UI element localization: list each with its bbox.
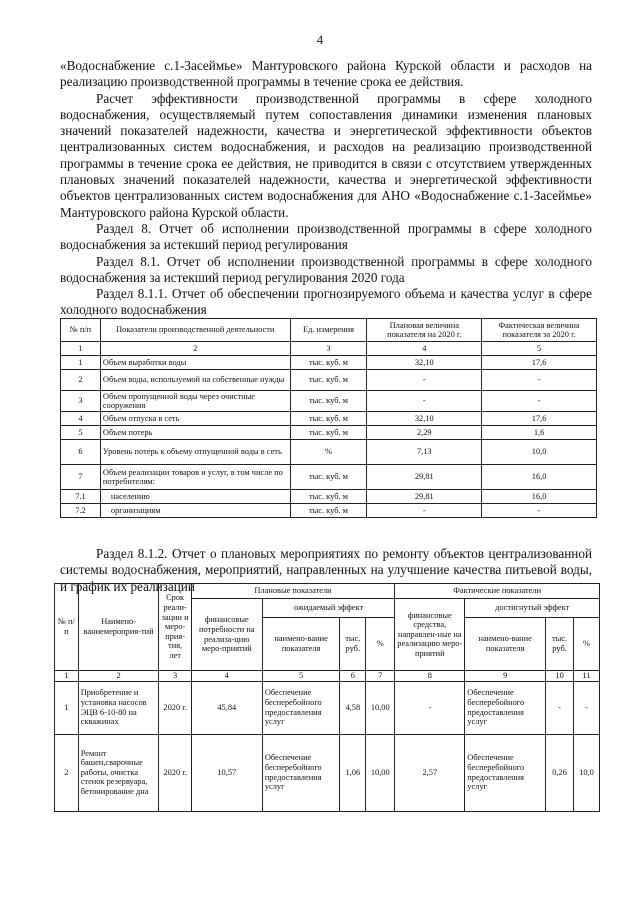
header-number: 3 [159, 671, 191, 682]
cell: тыс. куб. м [290, 465, 367, 490]
header-cell: Ед. измерения [290, 319, 367, 342]
header-cell: Срок реали-зации и меро-прия-тия, лет [159, 584, 191, 671]
cell: тыс. куб. м [290, 370, 367, 391]
header-cell: финансовые потребности на реализа-цию меро-приятий [191, 599, 262, 671]
cell: 10,00 [366, 681, 395, 734]
cell: 2020 г. [159, 681, 191, 734]
section-heading: Раздел 8.1.1. Отчет об обеспечении прогнозируемого объема и качества услуг в сфере холодного водоснабжения [60, 286, 592, 318]
header-number: 3 [290, 342, 367, 356]
header-cell: тыс. руб. [546, 618, 574, 671]
cell: Объем пропущенной воды через очистные сооружения [100, 391, 290, 412]
cell: - [395, 681, 465, 734]
cell: % [290, 440, 367, 465]
header-cell: % [366, 618, 395, 671]
cell: 1,06 [340, 734, 366, 811]
table-numbering-row [61, 342, 597, 356]
table-row [61, 426, 597, 440]
cell: - [367, 391, 482, 412]
header-number: 8 [395, 671, 465, 682]
header-cell: достигнутый эффект [465, 599, 600, 618]
cell: 2 [55, 734, 79, 811]
cell: 10,0 [482, 440, 597, 465]
cell: 16,0 [482, 465, 597, 490]
cell: 0,26 [546, 734, 574, 811]
cell: тыс. куб. м [290, 426, 367, 440]
cell: 6 [61, 440, 101, 465]
cell: Объем отпуска в сеть [100, 412, 290, 426]
cell: 4 [61, 412, 101, 426]
cell: 29,81 [367, 465, 482, 490]
section-heading-text: Раздел 8.1.2. Отчет о плановых мероприятиях по ремонту объектов централизованной системы водоснабжения, мероприятий, направленных на улучшение качества питьевой воды, и график их реализации [60, 546, 592, 594]
header-number: 9 [465, 671, 546, 682]
cell: 3 [61, 391, 101, 412]
section-heading: Раздел 8.1. Отчет об исполнении производственной программы в сфере холодного водоснабжения за истекший период регулирования 2020 года [60, 253, 592, 285]
cell: 1 [61, 356, 101, 370]
header-number: 2 [78, 671, 159, 682]
cell: тыс. куб. м [290, 356, 367, 370]
cell: 7,13 [367, 440, 482, 465]
header-cell: наимено-вание показателя [465, 618, 546, 671]
header-number: 4 [191, 671, 262, 682]
cell: 16,0 [482, 490, 597, 504]
header-cell: ожидаемый эффект [262, 599, 394, 618]
volume-quality-table [60, 318, 597, 518]
paragraph: Расчет эффективности производственной программы в сфере холодного водоснабжения, осуществляемый путем сопоставления динамики изменения плановых значений показателей надежности, качества и энергетической эффективности объектов централизованных систем водоснабжения, и расходов на реализацию производственной программы в течение срока ее действия, не приводится в связи с отсутствием утвержденных плановых значений показателей надежности, качества и энергетической эффективности объектов централизованных систем водоснабжения для АНО «Водоснабжение с.1-Засеймье» Мантуровского района Курской области. [60, 90, 592, 220]
cell: Обеспечение бесперебойного предоставления услуг [465, 681, 546, 734]
cell: 2020 г. [159, 734, 191, 811]
table-header-row [55, 584, 600, 599]
cell: 32,10 [367, 412, 482, 426]
cell: - [546, 681, 574, 734]
cell: - [574, 681, 600, 734]
cell: 2,57 [395, 734, 465, 811]
cell: 2,29 [367, 426, 482, 440]
cell: тыс. куб. м [290, 391, 367, 412]
header-number: 2 [100, 342, 290, 356]
header-number: 6 [340, 671, 366, 682]
header-cell: Показатели производственной деятельности [100, 319, 290, 342]
table-row [61, 356, 597, 370]
cell: 1,6 [482, 426, 597, 440]
cell: Обеспечение бесперебойного предоставления услуг [262, 734, 340, 811]
header-number: 5 [262, 671, 340, 682]
header-cell: Фактические показатели [395, 584, 600, 599]
cell: 32,10 [367, 356, 482, 370]
cell: населению [100, 490, 290, 504]
table-row [61, 440, 597, 465]
cell: 7 [61, 465, 101, 490]
cell: - [482, 370, 597, 391]
cell: - [482, 504, 597, 518]
header-cell: Фактическая величина показателя за 2020 г. [482, 319, 597, 342]
header-number: 11 [574, 671, 600, 682]
body-text [60, 58, 592, 319]
table-header-row [61, 319, 597, 342]
cell: Объем выработки воды [100, 356, 290, 370]
cell: 17,6 [482, 412, 597, 426]
cell: 10,57 [191, 734, 262, 811]
header-cell: Наимено-ваниемероприя-тий [78, 584, 159, 671]
header-cell: тыс. руб. [340, 618, 366, 671]
cell: 1 [55, 681, 79, 734]
cell: Объем потерь [100, 426, 290, 440]
table-row [61, 504, 597, 518]
table-row [61, 412, 597, 426]
header-cell: наимено-вание показателя [262, 618, 340, 671]
table-row [55, 681, 600, 734]
header-number: 5 [482, 342, 597, 356]
table-row [61, 391, 597, 412]
header-cell: № п/п [55, 584, 79, 671]
cell: 7.2 [61, 504, 101, 518]
section-heading: Раздел 8. Отчет об исполнении производственной программы в сфере холодного водоснабжения за истекший период регулирования [60, 220, 592, 253]
cell: 7.1 [61, 490, 101, 504]
cell: тыс. куб. м [290, 412, 367, 426]
cell: Приобретение и установка насосов ЭЦВ 6-10-80 на скважинах [78, 681, 159, 734]
cell: 45,84 [191, 681, 262, 734]
measures-table [54, 583, 600, 812]
paragraph: «Водоснабжение с.1-Засеймье» Мантуровского района Курской области и расходов на реализацию производственной программы в течение срока ее действия. [60, 58, 592, 90]
cell: Уровень потерь к объему отпущенной воды в сеть [100, 440, 290, 465]
cell: - [482, 391, 597, 412]
cell: 5 [61, 426, 101, 440]
header-number: 7 [366, 671, 395, 682]
cell: Объем воды, используемой на собственные нужды [100, 370, 290, 391]
header-number: 1 [61, 342, 101, 356]
cell: организациям [100, 504, 290, 518]
header-cell: % [574, 618, 600, 671]
header-number: 4 [367, 342, 482, 356]
cell: тыс. куб. м [290, 490, 367, 504]
header-cell: № п/п [61, 319, 101, 342]
cell: тыс. куб. м [290, 504, 367, 518]
header-cell: финансовые средства, направлен-ные на реализацию меро-приятий [395, 599, 465, 671]
cell: Объем реализации товаров и услуг, в том числе по потребителям: [100, 465, 290, 490]
cell: 2 [61, 370, 101, 391]
cell: 10,0 [574, 734, 600, 811]
cell: 10,00 [366, 734, 395, 811]
cell: 29,81 [367, 490, 482, 504]
cell: Обеспечение бесперебойного предоставления услуг [465, 734, 546, 811]
table-row [55, 734, 600, 811]
cell: - [367, 504, 482, 518]
cell: Обеспечение бесперебойного предоставления услуг [262, 681, 340, 734]
header-cell: Плановые показатели [191, 584, 395, 599]
cell: - [367, 370, 482, 391]
header-cell: Плановая величина показателя на 2020 г. [367, 319, 482, 342]
page-number: 4 [316, 32, 324, 47]
table-row [61, 370, 597, 391]
cell: 17,6 [482, 356, 597, 370]
cell: Ремонт башен,сварочные работы, очистка стенок резервуара, бетонирование дна [78, 734, 159, 811]
table-row [61, 465, 597, 490]
table-numbering-row [55, 671, 600, 682]
table-row [61, 490, 597, 504]
header-number: 10 [546, 671, 574, 682]
header-number: 1 [55, 671, 79, 682]
cell: 4,58 [340, 681, 366, 734]
